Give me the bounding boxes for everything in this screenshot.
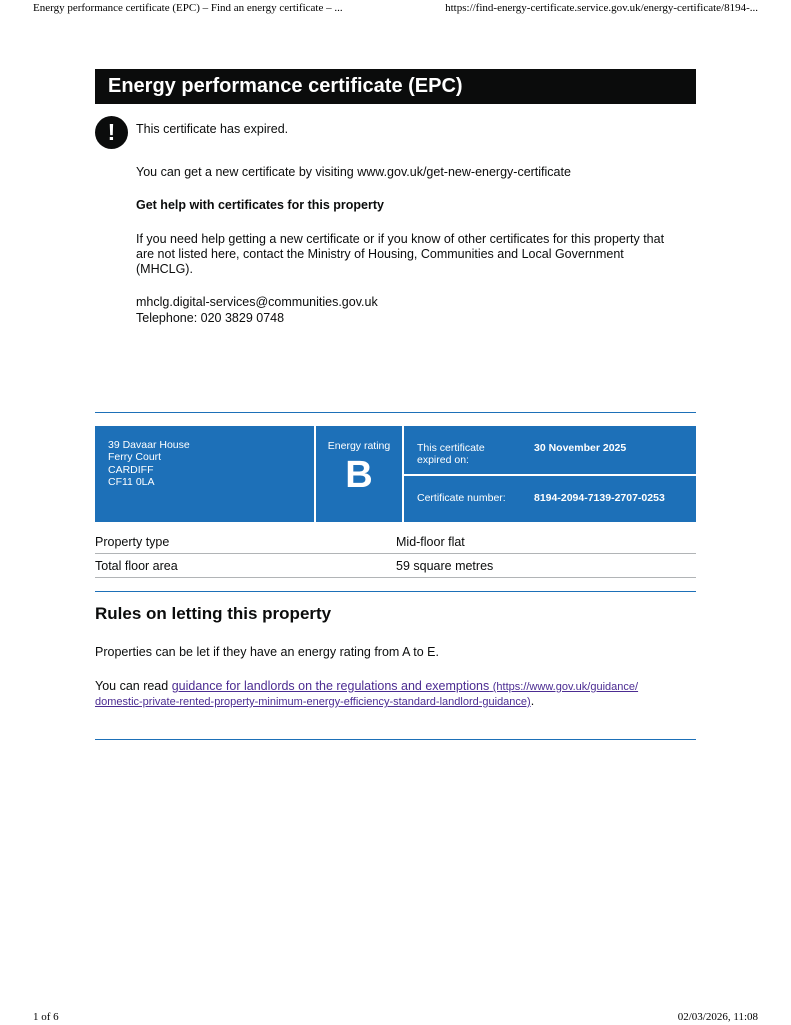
- address-line: CARDIFF: [108, 463, 154, 476]
- address-line: CF11 0LA: [108, 475, 155, 488]
- certificate-summary: [95, 426, 696, 522]
- expired-date: 30 November 2025: [534, 442, 627, 454]
- guidance-link-text[interactable]: guidance for landlords on the regulations and exemptions: [171, 679, 490, 693]
- warning-icon: !: [95, 116, 128, 149]
- property-type-value: Mid-floor flat: [396, 535, 465, 549]
- floor-area-label: Total floor area: [95, 559, 178, 573]
- floor-area-value: 59 square metres: [396, 559, 494, 573]
- guidance-link-continued[interactable]: [95, 694, 531, 708]
- contact-email[interactable]: mhclg.digital-services@communities.gov.uk: [136, 295, 378, 309]
- expired-text: This certificate has expired.: [136, 122, 289, 136]
- print-header-title: Energy performance certificate (EPC) – Find an energy certificate – ...: [33, 2, 343, 14]
- guidance-suffix: .: [530, 694, 535, 708]
- page-number: 1 of 6: [33, 1011, 59, 1023]
- expired-on-label-line: expired on:: [417, 454, 469, 467]
- row-divider: [95, 577, 696, 578]
- help-text-line-2: are not listed here, contact the Ministry of Housing, Communities and Local Government: [136, 247, 624, 261]
- letting-heading: Rules on letting this property: [95, 604, 332, 623]
- section-divider: [95, 412, 696, 413]
- guidance-link-url-2[interactable]: domestic-private-rented-property-minimum-energy-efficiency-standard-landlord-guidance): [95, 696, 531, 708]
- energy-rating-value: B: [345, 454, 373, 496]
- print-datetime: 02/03/2026, 11:08: [677, 1011, 758, 1023]
- guidance-paragraph: [95, 679, 638, 695]
- certificate-number: 8194-2094-7139-2707-0253: [534, 492, 665, 504]
- guidance-link[interactable]: [172, 679, 638, 693]
- row-divider: [95, 553, 696, 554]
- new-certificate-text: You can get a new certificate by visiting www.gov.uk/get-new-energy-certificate: [136, 165, 571, 179]
- print-header: [0, 2, 791, 16]
- print-footer: [0, 1011, 791, 1025]
- property-address: [108, 439, 190, 488]
- page-title: Energy performance certificate (EPC): [95, 69, 696, 104]
- certificate-number-label: Certificate number:: [417, 492, 506, 504]
- expired-on-label: [417, 442, 485, 467]
- section-divider: [95, 739, 696, 740]
- energy-rating-label: Energy rating: [327, 440, 391, 452]
- help-text-line-1: If you need help getting a new certificate or if you know of other certificates for this property that: [136, 232, 665, 246]
- help-text-line-3: (MHCLG).: [136, 262, 193, 276]
- address-line: 39 Davaar House: [108, 439, 190, 451]
- property-type-label: Property type: [95, 535, 170, 549]
- guidance-paragraph-line-2: [95, 694, 534, 710]
- letting-rating-text: Properties can be let if they have an energy rating from A to E.: [95, 645, 439, 659]
- contact-telephone: Telephone: 020 3829 0748: [136, 311, 285, 325]
- section-divider: [95, 591, 696, 592]
- expired-on-label-line: This certificate: [417, 442, 485, 454]
- guidance-link-url[interactable]: (https://www.gov.uk/guidance/: [492, 681, 639, 693]
- print-header-url: https://find-energy-certificate.service.gov.uk/energy-certificate/8194-...: [445, 2, 758, 14]
- guidance-prefix: You can read: [95, 679, 172, 693]
- address-line: Ferry Court: [108, 451, 162, 464]
- help-heading: Get help with certificates for this property: [136, 198, 384, 212]
- row-divider: [403, 474, 696, 476]
